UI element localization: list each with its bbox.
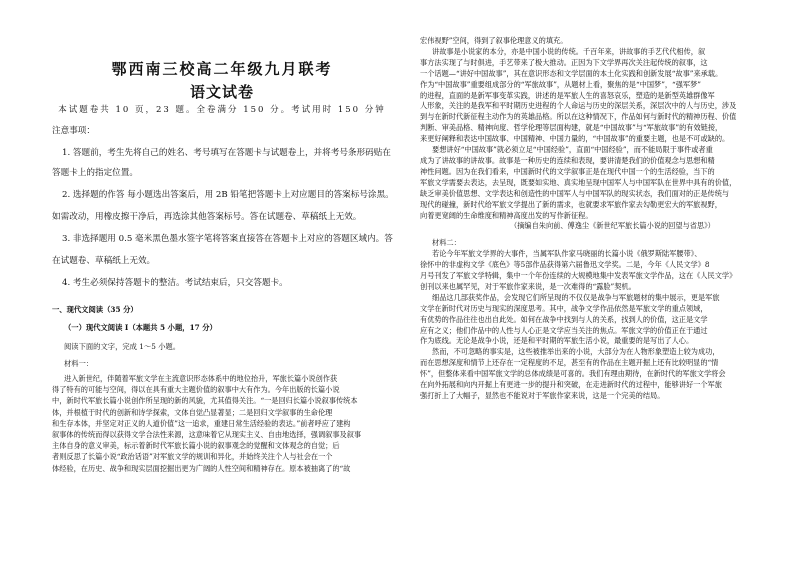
passage-line: 创刊以来也属罕见，对于军旅作家来说，是一次难得的“露脸”契机。 xyxy=(420,281,636,291)
passage-line: 徐怀中的非虚构文学《底色》等5部作品获得第六届鲁迅文学奖。二是，今年《人民文学》8 xyxy=(420,260,710,270)
passage-line: 得了特有的可能与空间，得以在具有重大主题价值的叙事中大有作为。今年出版的长篇小说 xyxy=(52,385,340,395)
passage-line: 和生存本体，并坚定对正义的人道价值”这一追求，重建日常生活经验的表达。”前者呼应了建构 xyxy=(52,418,351,428)
exam-info: 本试题卷共 10 页，23 题。全卷满分 150 分。考试用时 150 分钟 xyxy=(58,105,386,115)
passage-line: 文学在新时代对历史与现实的深度思考。其中，战争文学作品依然是军旅文学的重点领域， xyxy=(420,303,708,313)
passage-line: 有优势的作品往往也出自此处。如何在战争中找到与人的关系，找到人的价值，这正是文学 xyxy=(420,314,708,324)
passage-line: 中，新时代军旅长篇小说创作所呈现的新的风貌，尤其值得关注。“一是回归长篇小说叙事传统本 xyxy=(52,396,358,406)
passage-line: 向着更宽阔的生命维度和精神高度出发的写作新征程。 xyxy=(420,210,593,220)
passage-line: 细品这几部获奖作品，会发现它们所呈现的不仅仅是战争与军旅题材的集中展示，更是军旅 xyxy=(432,292,720,302)
passage-line: 怀”，但整体来看中国军旅文学的总体成绩是可喜的。我们有理由期待，在新时代的军旅文学将会 xyxy=(420,369,726,379)
passage-line: 体，并根植于时代的创新和诗学探索，文体自觉凸显著显；二是回归文学叙事的生命伦理 xyxy=(52,407,333,417)
notice-item: 如需改动，用橡皮擦干净后，再选涂其他答案标号。答在试题卷、草稿纸上无效。 xyxy=(52,212,362,222)
passage-right xyxy=(420,36,736,402)
passage-line: 到与在新时代新征程主动作为的英雄品格。所以在这种情况下，作品如何与新时代的精神历程、价值 xyxy=(420,112,737,122)
material1-label: 材料一： xyxy=(64,359,94,368)
passage-line: 作为底线。无论是战争小说，还是和平时期的军旅生活小说，最重要的是写出了人心。 xyxy=(420,336,694,346)
passage-line: 而在思想深度和情节上还存在一定程度的不足，甚至有的作品在主题开掘上还有比较明显的“情 xyxy=(420,358,719,368)
instruction: 阅读下面的文字，完成 1～5 小题。 xyxy=(64,342,181,351)
passage-line: 宏伟视野”空间，得到了叙事伦理意义的填充。 xyxy=(420,36,568,45)
passage-line: 要想讲好“中国故事”就必须立足“中国经验”，直面“中国经验”，而不能局限于事件或者重 xyxy=(432,145,713,155)
notice-item: 答题卡上的指定位置。 xyxy=(52,168,138,178)
passage-line: 一个话题—“讲好中国故事”，其在意识形态和文学层面的本土化实践和创新发展“故事”来承载。 xyxy=(420,68,723,78)
passage-line: 叙事体的传统而得以获得文学合法性来源，这意味着它从现实主义、自由地选择，强调叙事及叙事 xyxy=(52,430,362,440)
notice-item: 4. 考生必须保持答题卡的整洁。考试结束后，只交答题卡。 xyxy=(62,278,288,288)
passage-line: 来更好阐释和表达中国故事、中国精神、中国力量的，“中国故事”的重要主题，也是不可或缺的。 xyxy=(420,134,730,144)
notice-item: 3. 非选择题用 0.5 毫米黑色墨水签字笔将答案直接答在答题卡上对应的答题区域内。答 xyxy=(62,234,393,244)
passage-line: 现代的碰撞，新时代给军旅文学提出了新的需求，也就要求军旅作家去勾勒更宏大的军旅视野， xyxy=(420,199,722,209)
passage-line: 神性问题。因为在我们看来，中国新时代的文学叙事正是在现代中国一个的生活经验，当下的 xyxy=(420,166,715,176)
passage-line: 月号刊发了军旅文学特辑，集中一个年份连续的大规模地集中发表军旅文学作品，这在《人民文学》 xyxy=(420,271,737,281)
passage-line: 军旅文学需要去表达，去呈现，既要如实地、真实地呈现中国军人与中国军队在世界中具有的价值， xyxy=(420,177,737,187)
material2-label: 材料二： xyxy=(432,238,461,248)
passage-line: 在向外拓展和向内开掘上有更进一步的提升和突破，在走进新时代的过程中，能够讲好一个军旅 xyxy=(420,380,722,390)
section-heading: 一、现代文阅读（35 分） xyxy=(52,305,138,314)
notice-heading: 注意事项： xyxy=(52,126,95,136)
passage-line: 的进程，直面的是新军事变革实践，讲述的是军旅人生的喜怒哀乐，塑造的是新型英雄群像军 xyxy=(420,90,715,100)
passage-line: 事方法实现了与时俱进，手艺带来了极大推动。正因为下文学界再次关注起传统的叙事，这 xyxy=(420,57,708,67)
passage-line: 然而，不可忽略的事实是，这些被推举出来的小说，大部分为在人物形象塑造上较为成功， xyxy=(432,347,720,357)
passage-left xyxy=(52,373,361,474)
sub-section-heading: （一）现代文阅读 I（本题共 5 小题，17 分） xyxy=(64,323,217,332)
passage-line: 作为“中国故事”重要组成部分的“军旅故事”，从题材上看，聚焦的是“中国梦”，“强军梦” xyxy=(420,79,701,89)
notice-item: 在试题卷、草稿纸上无效。 xyxy=(52,256,156,266)
exam-subtitle: 语文试卷 xyxy=(189,83,254,101)
passage-line: 应有之义；他们作品中的人性与人心正是文学应当关注的焦点。军旅文学的价值正在于通过 xyxy=(420,325,708,335)
notice-item: 2. 选择题的作答 每小题选出答案后，用 2B 铅笔把答题卡上对应题目的答案标号涂黑。 xyxy=(62,190,394,200)
passage-line: 成为了讲故事的讲故事。故事是一种历史的连续和表现，要讲清楚我们的价值观念与思想和精 xyxy=(420,155,715,165)
passage-line: 缺乏审美价值思想、文学表达和创造性的中国军人与中国军队的现实状态，我们面对的正是传统与 xyxy=(420,188,730,198)
passage-source: （摘编自朱向前、傅逸尘《新世纪军旅长篇小说的回望与省思》） xyxy=(510,221,715,231)
passage-line: 强打折上了大幅子，显然也不能说对于军旅作家来说，这是一个完美的结局。 xyxy=(420,391,665,400)
notice-item: 1. 答题前，考生先将自己的姓名、考号填写在答题卡与试题卷上，并将考号条形码贴在 xyxy=(62,148,391,158)
passage-line: 若论今年军旅文学界的大事件，当属军队作家马晓丽的长篇小说《俄罗斯陆军腰带》、 xyxy=(432,249,702,259)
passage-line: 判断、审美品格、精神向度、哲学伦理等层面构建，就是“中国故事”与“军旅故事”的有效链接， xyxy=(420,123,723,133)
passage-line: 主体自身的意义审美，标示着新时代军旅长篇小说的叙事观念的觉醒和文体观念的自觉；后 xyxy=(52,441,340,451)
passage-line: 讲故事是小说家的本分，亦是中国小说的传统。千百年来，讲故事的手艺代代相传，叙 xyxy=(432,46,706,56)
passage-line: 体经验，在历史、战争和现实层面挖掘出更为广阔的人性空间和精神存在。原本被抽离了的“故 xyxy=(52,463,351,473)
passage-line: 者则反思了长篇小说“政治话语”对军旅文学的规训和异化，并始终关注个人与社会在一个 xyxy=(52,452,333,462)
passage-line: 人形象，关注的是我军和平时期历史进程的个人命运与历史的深层关系，深层次中的人与历史，涉及 xyxy=(420,101,737,111)
exam-title: 鄂西南三校高二年级九月联考 xyxy=(111,60,333,78)
passage-line: 进入新世纪，伴随着军旅文学在主流意识形态体系中的地位抬升，军旅长篇小说创作获 xyxy=(64,374,338,383)
